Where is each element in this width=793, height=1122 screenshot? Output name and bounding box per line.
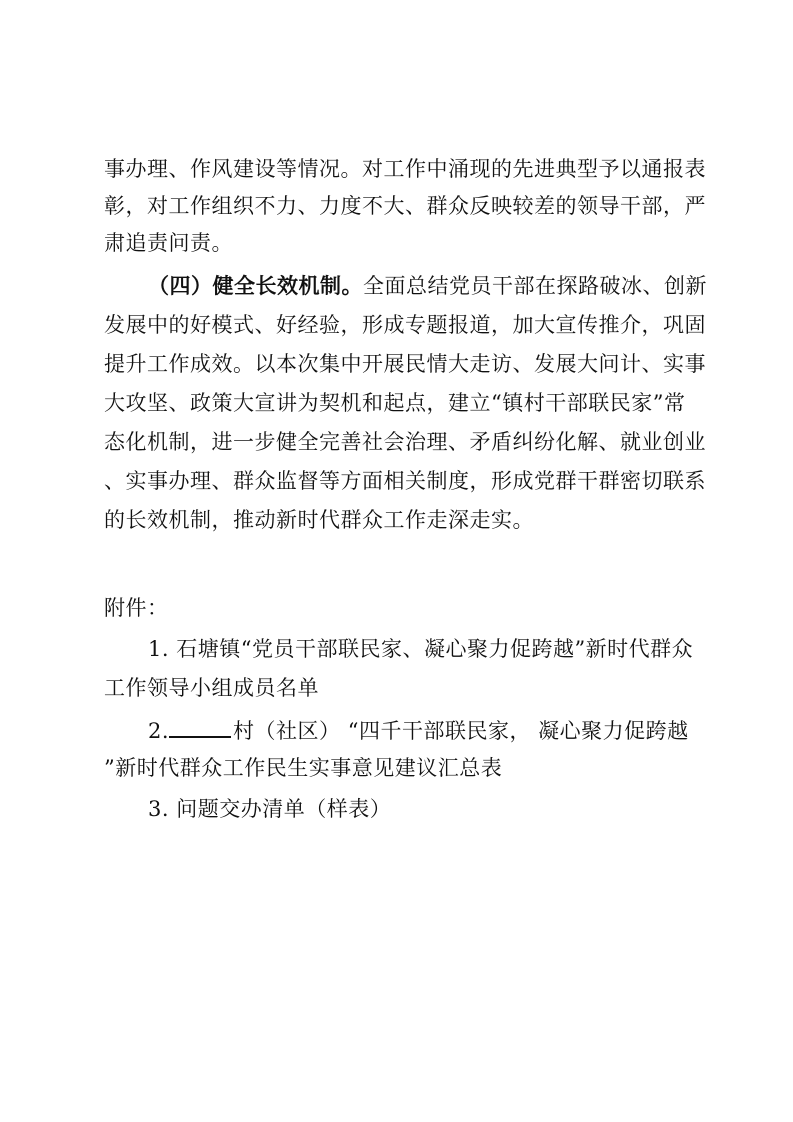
paragraph-line: 发展中的好模式、好经验，形成专题报道，加大宣传推介，巩固 bbox=[104, 313, 706, 337]
paragraph-text: 全面总结党员干部在探路破冰、创新 bbox=[363, 274, 707, 298]
attachment-title: 村（社区） “四千干部联民家， 凝心聚力促跨越 bbox=[233, 719, 689, 743]
paragraph-line: 彰，对工作组织不力、力度不大、群众反映较差的领导干部，严 bbox=[104, 194, 706, 218]
paragraph-line: 事办理、作风建设等情况。对工作中涌现的先进典型予以通报表 bbox=[104, 157, 706, 181]
paragraph-line: 态化机制，进一步健全完善社会治理、矛盾纠纷化解、就业创业 bbox=[104, 430, 706, 454]
attachment-item-2 bbox=[148, 714, 689, 746]
paragraph-line: 大攻坚、政策大宣讲为契机和起点，建立“镇村干部联民家”常 bbox=[104, 391, 686, 415]
fill-in-blank bbox=[169, 714, 231, 738]
paragraph-line: 提升工作成效。以本次集中开展民情大走访、发展大问计、实事 bbox=[104, 352, 706, 376]
paragraph-first-line bbox=[148, 271, 707, 301]
attachment-item-3: 3. 问题交办清单（样表） bbox=[148, 797, 392, 821]
paragraph-line: 、实事办理、群众监督等方面相关制度，形成党群干群密切联系 bbox=[104, 469, 706, 493]
paragraph-line: 肃追责问责。 bbox=[104, 231, 233, 255]
attachment-item-1: 1. 石塘镇“党员干部联民家、凝心聚力促跨越”新时代群众 bbox=[148, 637, 694, 661]
paragraph-line: 的长效机制，推动新时代群众工作走深走实。 bbox=[104, 508, 534, 532]
attachment-item-1-cont: 工作领导小组成员名单 bbox=[104, 676, 319, 700]
attachment-number: 2. bbox=[148, 719, 170, 743]
section-heading: （四）健全长效机制。 bbox=[148, 274, 363, 298]
attachments-label: 附件： bbox=[104, 596, 169, 620]
attachment-item-2-cont: ”新时代群众工作民生实事意见建议汇总表 bbox=[104, 756, 503, 780]
